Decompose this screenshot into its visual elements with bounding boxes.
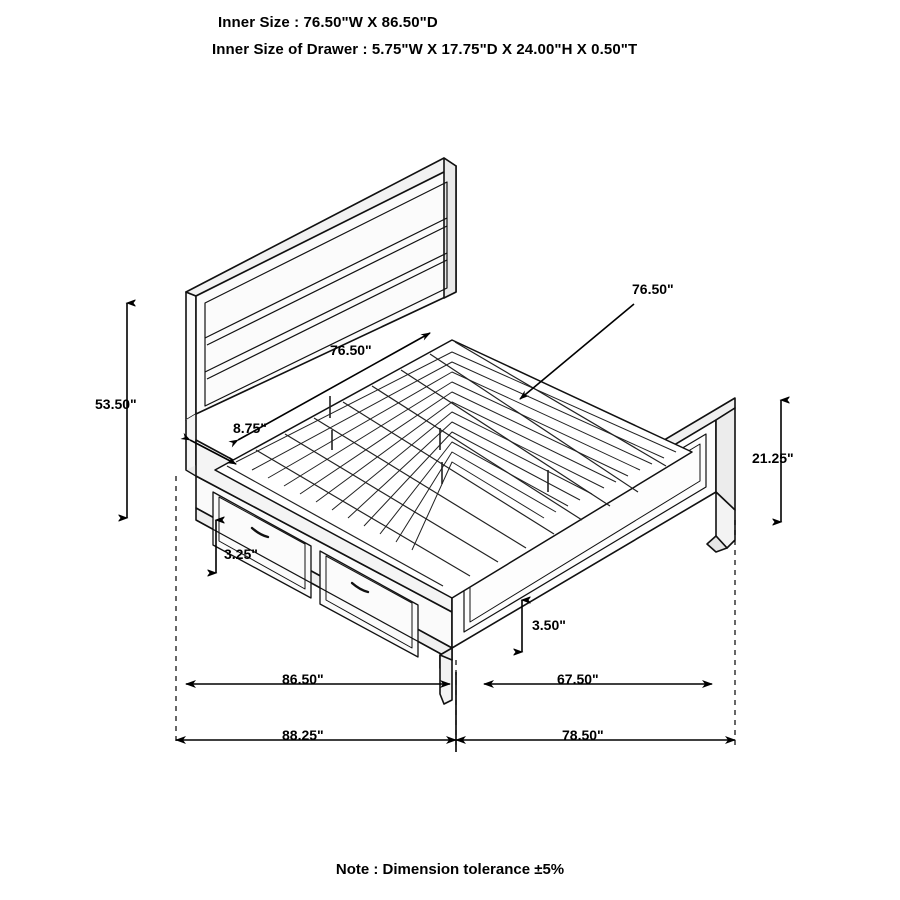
dim-label-86-50: 86.50" (282, 671, 324, 687)
dim-label-3-50: 3.50" (532, 617, 566, 633)
dim-label-21-25: 21.25" (752, 450, 794, 466)
tolerance-note: Note : Dimension tolerance ±5% (335, 861, 565, 878)
dim-label-76-50-leader: 76.50" (632, 281, 674, 297)
dim-label-53-50: 53.50" (95, 396, 137, 412)
header-inner-drawer-size-text: Inner Size of Drawer : 5.75"W X 17.75"D X 24.00"H X 0.50"T (212, 41, 638, 58)
dim-label-88-25: 88.25" (282, 727, 324, 743)
dim-label-8-75: 8.75" (233, 420, 267, 436)
dim-76-50-leader-line (520, 304, 634, 399)
dim-label-3-25: 3.25" (224, 546, 258, 562)
dim-label-67-50: 67.50" (557, 671, 599, 687)
header-inner-size-text: Inner Size : 76.50"W X 86.50"D (218, 14, 438, 31)
bed-illustration (186, 158, 735, 704)
dim-label-76-50-deck: 76.50" (330, 342, 372, 358)
dim-label-78-50: 78.50" (562, 727, 604, 743)
